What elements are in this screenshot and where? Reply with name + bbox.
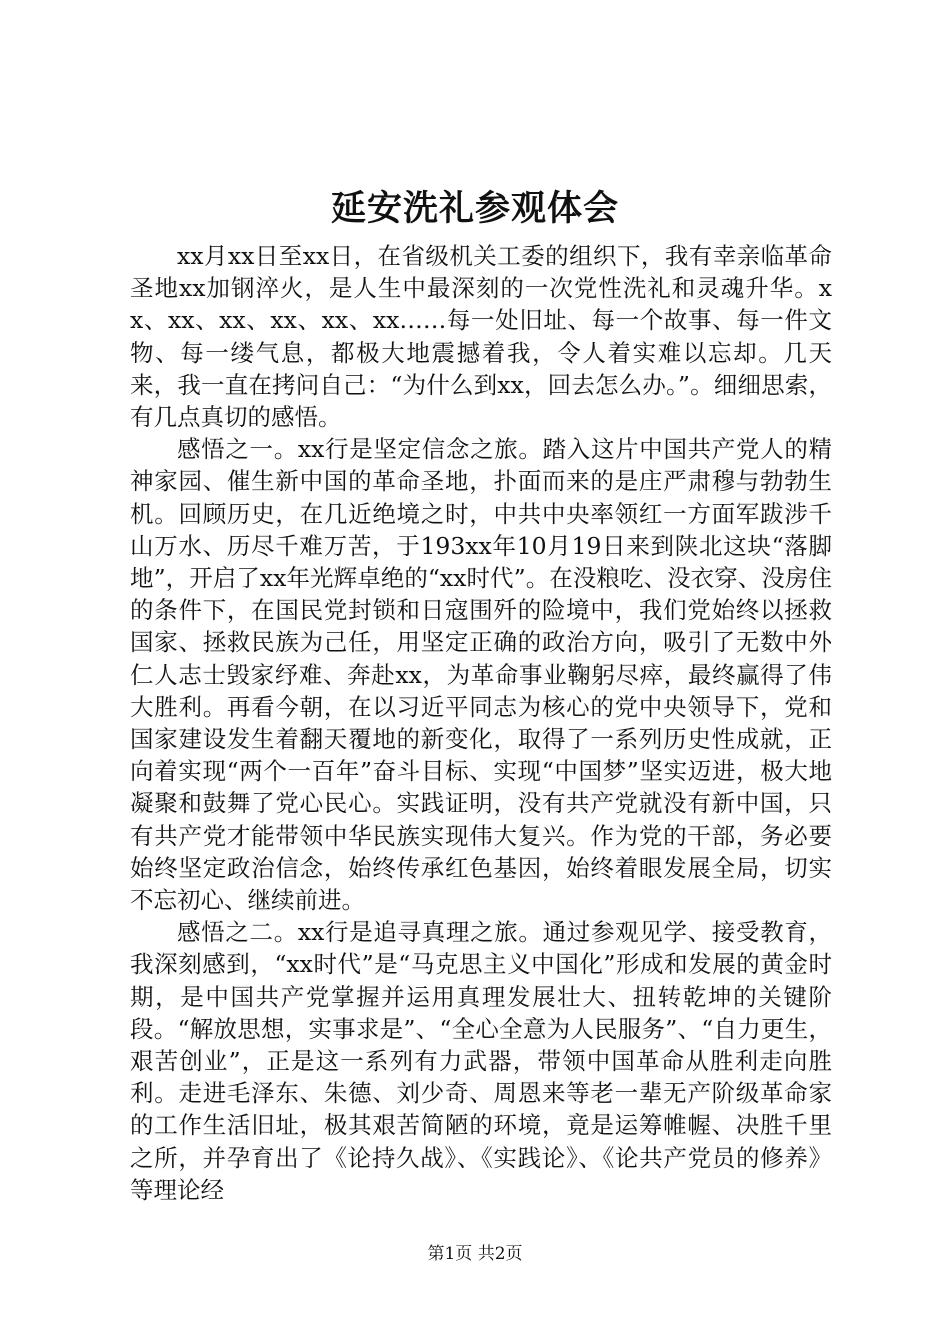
document-body bbox=[130, 240, 832, 1206]
page-number-footer: 第1页 共2页 bbox=[427, 1244, 523, 1264]
document-title: 延安洗礼参观体会 bbox=[330, 188, 619, 229]
paragraph-insight-one: 感悟之一。xx行是坚定信念之旅。踏入这片中国共产党人的精神家园、催生新中国的革命圣地，扑面而来的是庄严肃穆与勃勃生机。回顾历史，在几近绝境之时，中共中央率领红一方面军跋涉千山万水、历尽千难万苦，于193xx年10月19日来到陕北这块“落脚地”，开启了xx年光辉卓绝的“xx时代”。在没粮吃、没衣穿、没房住的条件下，在国民党封锁和日寇围歼的险境中，我们党始终以拯救国家、拯救民族为己任，用坚定正确的政治方向，吸引了无数中外仁人志士毁家纾难、奔赴xx，为革命事业鞠躬尽瘁，最终赢得了伟大胜利。再看今朝，在以习近平同志为核心的党中央领导下，党和国家建设发生着翻天覆地的新变化，取得了一系列历史性成就，正向着实现“两个一百年”奋斗目标、实现“中国梦”坚实迈进，极大地凝聚和鼓舞了党心民心。实践证明，没有共产党就没有新中国，只有共产党才能带领中华民族实现伟大复兴。作为党的干部，务必要始终坚定政治信念，始终传承红色基因，始终着眼发展全局，切实不忘初心、继续前进。 bbox=[130, 435, 832, 915]
paragraph-insight-two: 感悟之二。xx行是追寻真理之旅。通过参观见学、接受教育，我深刻感到，“xx时代”是“马克思主义中国化”形成和发展的黄金时期，是中国共产党掌握并运用真理发展壮大、扭转乾坤的关键阶段。“解放思想，实事求是”、“全心全意为人民服务”、“自力更生，艰苦创业”，正是这一系列有力武器，带领中国革命从胜利走向胜利。走进毛泽东、朱德、刘少奇、周恩来等老一辈无产阶级革命家的工作生活旧址，极其艰苦简陋的环境，竟是运筹帷幄、决胜千里之所，并孕育出了《论持久战》、《实践论》、《论共产党员的修养》等理论经 bbox=[130, 918, 832, 1204]
paragraph-intro: xx月xx日至xx日，在省级机关工委的组织下，我有幸亲临革命圣地xx加钢淬火，是人生中最深刻的一次党性洗礼和灵魂升华。xx、xx、xx、xx、xx、xx……每一处旧址、每一个故事、每一件文物、每一缕气息，都极大地震撼着我，令人着实难以忘却。几天来，我一直在拷问自己：“为什么到xx，回去怎么办。”。细细思索，有几点真切的感悟。 bbox=[130, 242, 832, 432]
